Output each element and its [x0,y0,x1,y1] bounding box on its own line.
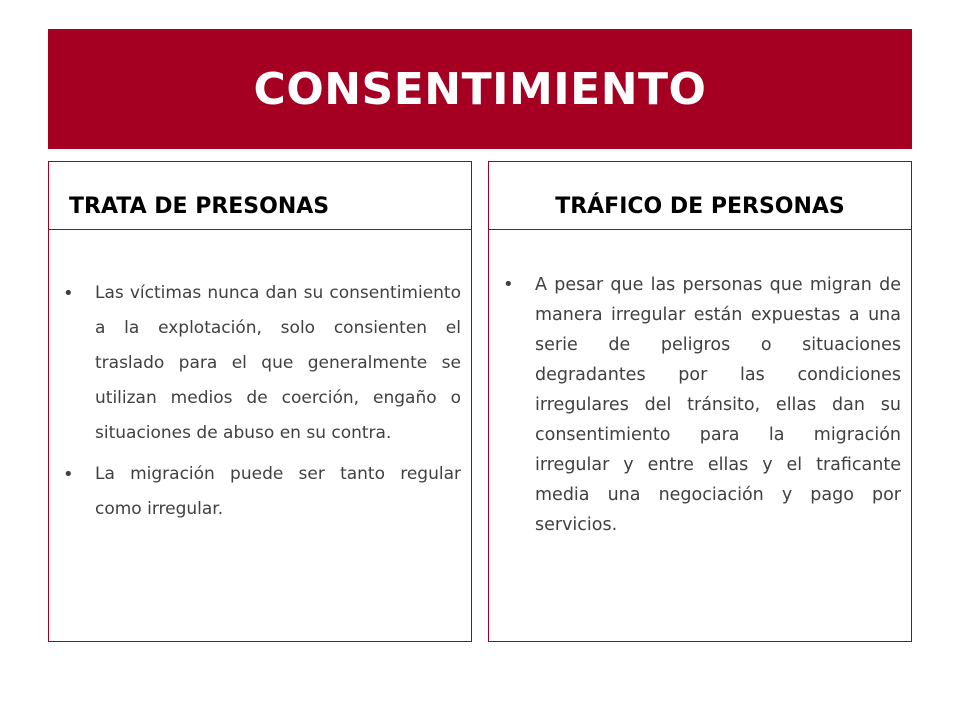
trafico-panel [488,161,912,642]
title-banner [48,29,912,149]
trata-panel-header [49,162,471,230]
bullet-text: Las víctimas nunca dan su consentimiento a la explotación, solo consienten el traslado para el que generalmente se utilizan medios de coerción, engaño o situaciones de abuso en su contra. [95,283,461,443]
bullet-item [503,270,901,540]
trafico-panel-body [489,230,911,540]
slide-title: CONSENTIMIENTO [253,63,707,115]
bullet-text: A pesar que las personas que migran de manera irregular están expuestas a una serie de peligros o situaciones degradantes por las condiciones irregulares del tránsito, ellas dan su consentimiento para la migración irregular y entre ellas y el traficante media una negociación y pago por servicios. [535,275,901,535]
bullet-icon: • [63,464,74,485]
trata-heading: TRATA DE PRESONAS [69,194,330,219]
trata-panel-body [49,230,471,527]
bullet-icon: • [63,283,74,304]
bullet-text: La migración puede ser tanto regular como irregular. [95,464,461,519]
trafico-bullet-list [503,270,901,540]
bullet-item [63,457,461,527]
trata-bullet-list [63,276,461,527]
bullet-icon: • [503,274,514,295]
bullet-item [63,276,461,451]
trafico-heading: TRÁFICO DE PERSONAS [555,194,845,219]
trata-panel [48,161,472,642]
trafico-panel-header [489,162,911,230]
